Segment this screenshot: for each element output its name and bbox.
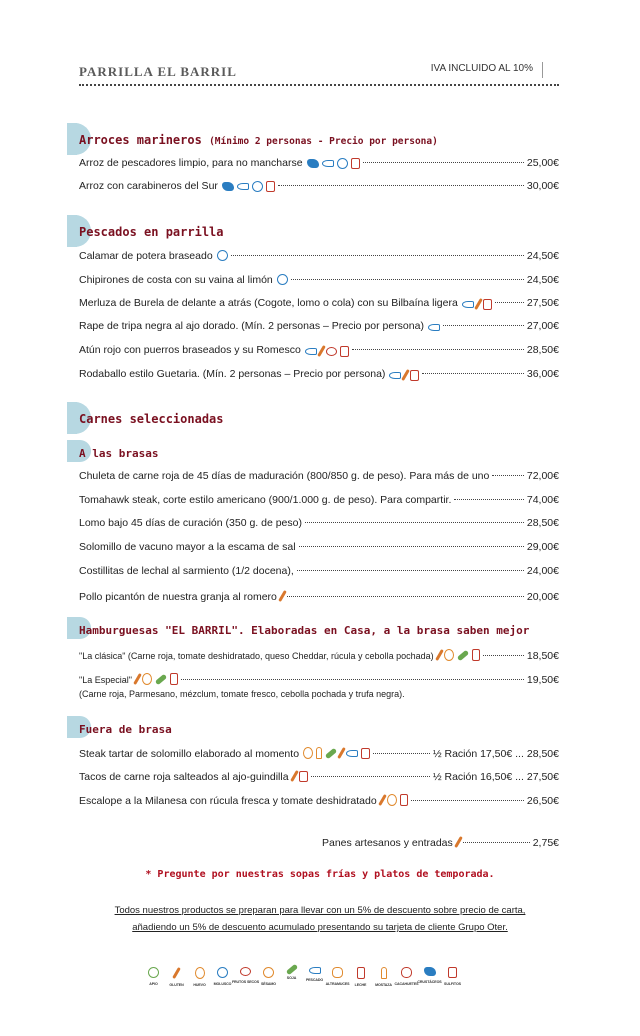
- legend-item: APIO: [143, 967, 164, 987]
- mollusc-icon: [337, 158, 348, 169]
- menu-header: [79, 62, 559, 90]
- header-dotted-rule: [79, 84, 559, 86]
- fish-icon: [237, 183, 249, 190]
- egg-icon: [444, 649, 454, 661]
- soy-icon: [456, 649, 468, 661]
- menu-item: "La Especial" 19,50€: [79, 674, 559, 686]
- gluten-icon: [278, 590, 287, 602]
- milk-icon: [170, 673, 178, 685]
- mustard-icon: [316, 747, 322, 759]
- menu-item: Arroz con carabineros del Sur 30,00€: [79, 180, 559, 192]
- header-separator: [542, 62, 543, 78]
- menu-item: Pollo picantón de nuestra granja al romero 20,00€: [79, 591, 559, 603]
- fish-icon: [322, 160, 334, 167]
- mollusc-icon: [217, 250, 228, 261]
- item-price: 25,00€: [526, 157, 559, 169]
- legend-item: GLUTEN: [166, 967, 187, 987]
- sulphites-icon: [410, 370, 419, 381]
- mollusc-icon: [277, 274, 288, 285]
- mustard-icon: [381, 967, 387, 979]
- gluten-icon: [454, 836, 463, 848]
- sulphites-icon: [361, 748, 370, 759]
- fish-icon: [346, 750, 358, 757]
- legend-item: SÉSAMO: [258, 967, 279, 987]
- gluten-icon: [133, 673, 142, 685]
- menu-item: Merluza de Burela de delante a atrás (Cogote, lomo o cola) con su Bilbaína ligera 27,50€: [79, 296, 559, 309]
- section-title-pescados: Pescados en parrilla: [79, 225, 224, 239]
- legend-item: FRUTOS SECOS: [235, 967, 256, 987]
- restaurant-name: PARRILLA EL BARRIL: [79, 64, 237, 79]
- lupin-icon: [332, 967, 343, 978]
- menu-item: Tomahawk steak, corte estilo americano (900/1.000 g. de peso). Para compartir. 74,00€: [79, 494, 559, 506]
- soy-icon: [285, 964, 297, 976]
- menu-item: Calamar de potera braseado 24,50€: [79, 250, 559, 262]
- legend-item: CRUSTÁCEOS: [419, 967, 440, 987]
- menu-item: Costillitas de lechal al sarmiento (1/2 docena), 24,00€: [79, 565, 559, 577]
- milk-icon: [357, 967, 365, 979]
- sulphites-icon: [448, 967, 457, 978]
- gluten-icon: [317, 345, 326, 357]
- gluten-icon: [474, 298, 483, 310]
- menu-item: Escalope a la Milanesa con rúcula fresca y tomate deshidratado 26,50€: [79, 795, 559, 807]
- fish-icon: [389, 372, 401, 379]
- subsection-title-brasas: A las brasas: [79, 447, 159, 460]
- menu-item: Arroz de pescadores limpio, para no mancharse 25,00€: [79, 157, 559, 169]
- sesame-icon: [263, 967, 274, 978]
- section-title-carnes: Carnes seleccionadas: [79, 412, 224, 426]
- allergen-legend: [143, 967, 483, 987]
- legend-item: ALTRAMUCES: [327, 967, 348, 987]
- mollusc-icon: [252, 181, 263, 192]
- fish-icon: [428, 324, 440, 331]
- fish-icon: [309, 967, 321, 974]
- gluten-icon: [337, 747, 346, 759]
- egg-icon: [195, 967, 205, 979]
- menu-item: Rodaballo estilo Guetaria. (Mín. 2 personas – Precio por persona) 36,00€: [79, 367, 559, 380]
- celery-icon: [148, 967, 159, 978]
- menu-item: Solomillo de vacuno mayor a la escama de sal 29,00€: [79, 541, 559, 553]
- peanut-icon: [401, 967, 412, 978]
- sulphites-icon: [351, 158, 360, 169]
- legend-item: HUEVO: [189, 967, 210, 987]
- gluten-icon: [172, 967, 181, 979]
- sulphites-icon: [340, 346, 349, 357]
- fish-icon: [305, 348, 317, 355]
- crustaceans-icon: [307, 159, 319, 168]
- legend-item: CACAHUETES: [396, 967, 417, 987]
- section-note: (Mínimo 2 personas - Precio por persona): [209, 136, 438, 147]
- vat-note: IVA INCLUIDO AL 10%: [430, 63, 533, 74]
- takeaway-discount-line1: Todos nuestros productos se preparan para llevar con un 5% de descuento sobre precio de carta,: [114, 905, 526, 916]
- nuts-icon: [326, 347, 337, 356]
- seasonal-notice: * Pregunte por nuestras sopas frías y platos de temporada.: [145, 869, 495, 880]
- nuts-icon: [240, 967, 251, 976]
- legend-item: PESCADO: [304, 967, 325, 987]
- item-description: (Carne roja, Parmesano, mézclum, tomate fresco, cebolla pochada y trufa negra).: [79, 689, 405, 699]
- gluten-icon: [290, 770, 299, 782]
- menu-item: Chipirones de costa con su vaina al limón 24,50€: [79, 274, 559, 286]
- sulphites-icon: [299, 771, 308, 782]
- legend-item: SOJA: [281, 967, 302, 987]
- bread-and-starters: Panes artesanos y entradas 2,75€: [322, 837, 559, 849]
- soy-icon: [325, 747, 337, 759]
- egg-icon: [387, 794, 397, 806]
- item-price: 30,00€: [526, 180, 559, 192]
- fish-icon: [462, 301, 474, 308]
- menu-item: Atún rojo con puerros braseados y su Romesco 28,50€: [79, 343, 559, 356]
- gluten-icon: [378, 794, 387, 806]
- sulphites-icon: [266, 181, 275, 192]
- subsection-title-fuera: Fuera de brasa: [79, 723, 172, 736]
- menu-item: "La clásica" (Carne roja, tomate deshidratado, queso Cheddar, rúcula y cebolla pochada) 18,50€: [79, 650, 559, 662]
- milk-icon: [472, 649, 480, 661]
- legend-item: MOSTAZA: [373, 967, 394, 987]
- menu-item: Lomo bajo 45 días de curación (350 g. de peso) 28,50€: [79, 517, 559, 529]
- soy-icon: [155, 673, 167, 685]
- subsection-title-hamburguesas: Hamburguesas "EL BARRIL". Elaboradas en Casa, a la brasa saben mejor: [79, 624, 530, 637]
- crustaceans-icon: [424, 967, 436, 976]
- gluten-icon: [402, 369, 411, 381]
- sulphites-icon: [483, 299, 492, 310]
- legend-item: LECHE: [350, 967, 371, 987]
- section-title-arroces: Arroces marineros (Mínimo 2 personas - Precio por persona): [79, 133, 438, 147]
- crustaceans-icon: [222, 182, 234, 191]
- gluten-icon: [435, 649, 444, 661]
- menu-item: Steak tartar de solomillo elaborado al momento ½ Ración 17,50€ ... 28,50€: [79, 748, 559, 760]
- takeaway-discount-line2: añadiendo un 5% de descuento acumulado presentando su tarjeta de cliente Grupo Oter.: [132, 922, 508, 933]
- legend-item: MOLUSCO: [212, 967, 233, 987]
- egg-icon: [142, 673, 152, 685]
- mollusc-icon: [217, 967, 228, 978]
- menu-item: Tacos de carne roja salteados al ajo-guindilla ½ Ración 16,50€ ... 27,50€: [79, 771, 559, 783]
- egg-icon: [303, 747, 313, 759]
- menu-item: Rape de tripa negra al ajo dorado. (Mín. 2 personas – Precio por persona) 27,00€: [79, 320, 559, 332]
- legend-item: SULFITOS: [442, 967, 463, 987]
- menu-item: Chuleta de carne roja de 45 días de maduración (800/850 g. de peso). Para más de uno 72,00€: [79, 470, 559, 482]
- milk-icon: [400, 794, 408, 806]
